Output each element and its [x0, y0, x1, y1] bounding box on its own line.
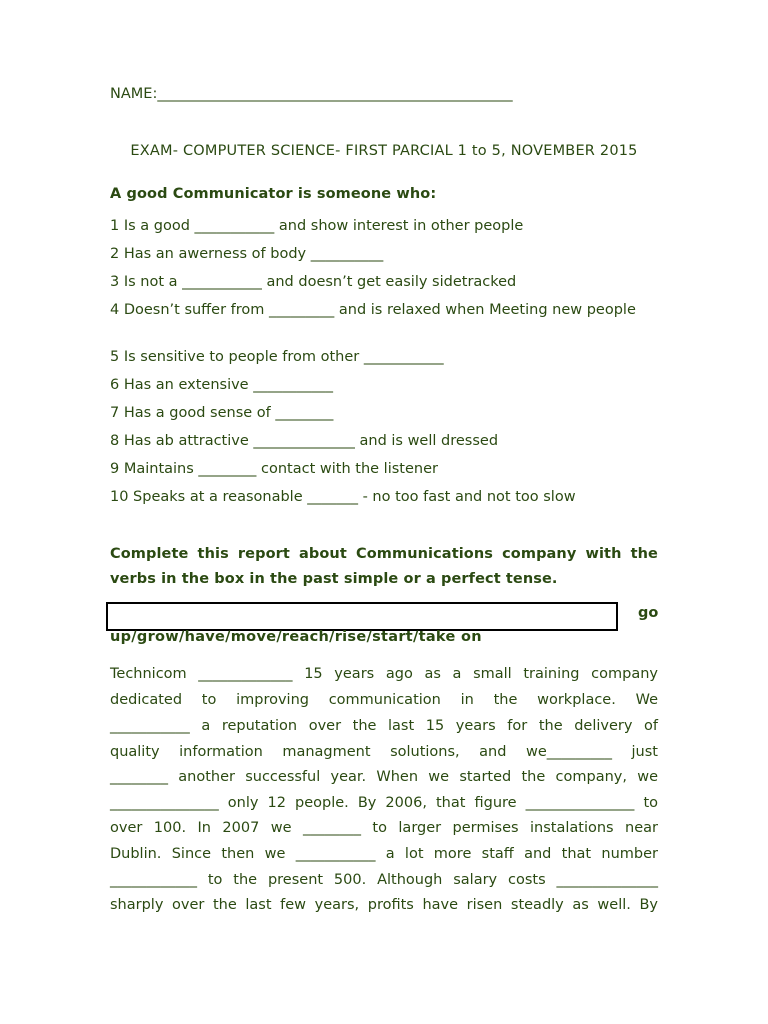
report-line: Technicom _____________ 15 years ago as a small training company	[110, 666, 658, 682]
report-line: over 100. In 2007 we ________ to larger permises instalations near	[110, 820, 658, 836]
report-line: ___________ a reputation over the last 15 years for the delivery of	[110, 718, 658, 734]
question-item: 1 Is a good ___________ and show interest in other people	[110, 218, 524, 234]
question-item: 8 Has ab attractive ______________ and is well dressed	[110, 433, 499, 449]
name-field-label: NAME:_________________________________________________	[110, 86, 513, 102]
report-line: Dublin. Since then we ___________ a lot more staff and that number	[110, 846, 658, 862]
question-item: 10 Speaks at a reasonable _______ - no too fast and not too slow	[110, 489, 576, 505]
question-item: 4 Doesn’t suffer from _________ and is relaxed when Meeting new people	[110, 302, 636, 318]
section-intro: A good Communicator is someone who:	[110, 186, 437, 202]
question-item: 3 Is not a ___________ and doesn’t get easily sidetracked	[110, 274, 517, 290]
question-item: 7 Has a good sense of ________	[110, 405, 334, 421]
question-item: 6 Has an extensive ___________	[110, 377, 333, 393]
report-line: sharply over the last few years, profits have risen steadly as well. By	[110, 897, 658, 913]
report-line: _______________ only 12 people. By 2006, that figure _______________ to	[110, 795, 658, 811]
question-item: 5 Is sensitive to people from other ___________	[110, 349, 444, 365]
report-line: ____________ to the present 500. Although salary costs ______________	[110, 872, 658, 888]
report-instructions: Complete this report about Communications company with the verbs in the box in the past simple or a perfect tense.	[110, 546, 658, 587]
report-line: quality information managment solutions, and we_________ just	[110, 744, 658, 760]
report-line: ________ another successful year. When we started the company, we	[110, 769, 658, 785]
verb-box-word-go: go	[638, 605, 659, 621]
verb-box-word-list: up/grow/have/move/reach/rise/start/take on	[110, 629, 482, 645]
verb-box	[106, 602, 618, 631]
report-line: dedicated to improving communication in the workplace. We	[110, 692, 658, 708]
question-item: 2 Has an awerness of body __________	[110, 246, 384, 262]
exam-title: EXAM- COMPUTER SCIENCE- FIRST PARCIAL 1 to 5, NOVEMBER 2015	[130, 143, 638, 159]
question-item: 9 Maintains ________ contact with the listener	[110, 461, 438, 477]
